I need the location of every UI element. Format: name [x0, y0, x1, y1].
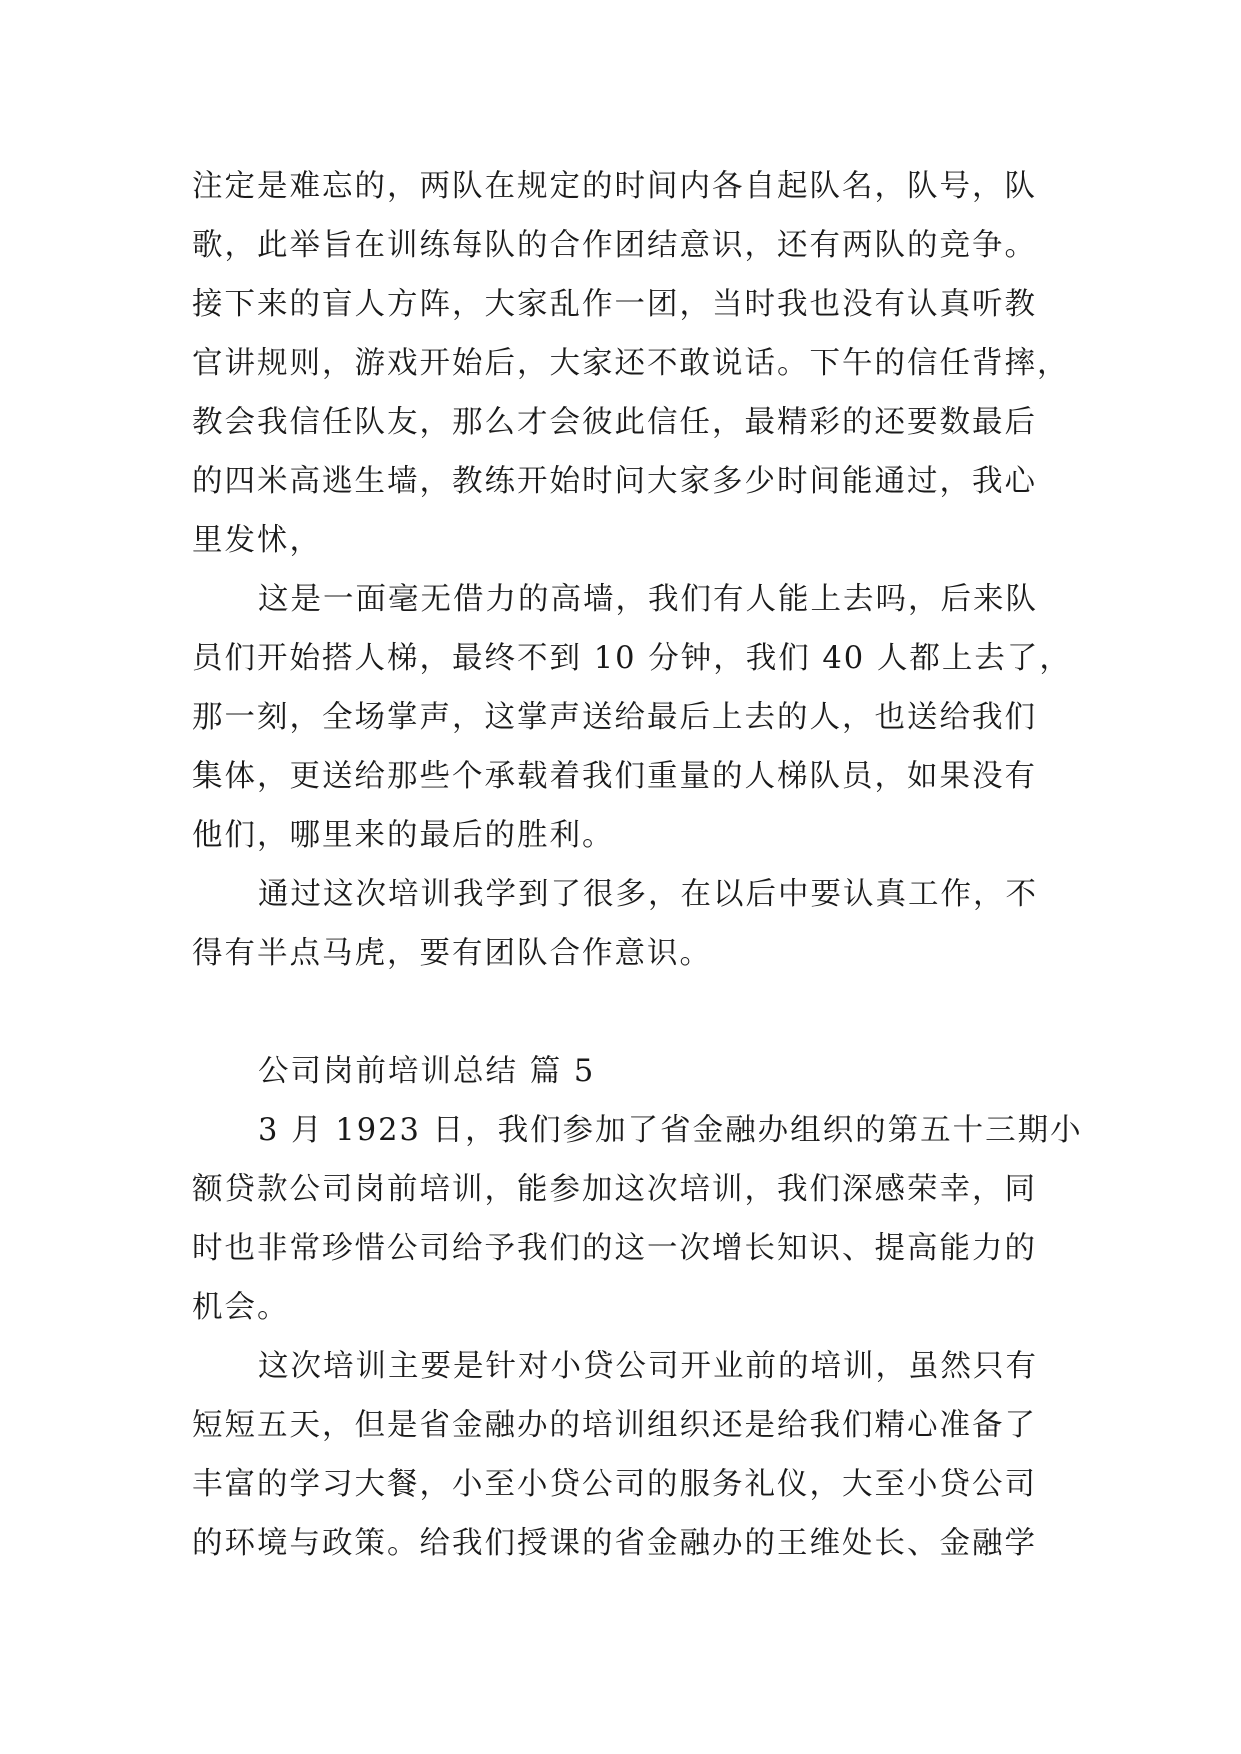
paragraph-start-line: 3 月 1923 日，我们参加了省金融办组织的第五十三期小 [258, 1113, 1083, 1148]
section-gap [192, 983, 1072, 1042]
text-line: 丰富的学习大餐，小至小贷公司的服务礼仪，大至小贷公司 [192, 1467, 1037, 1502]
text-line: 的环境与政策。给我们授课的省金融办的王维处长、金融学 [192, 1526, 1037, 1561]
paragraph-start-line: 通过这次培训我学到了很多，在以后中要认真工作，不 [258, 877, 1038, 912]
text-line: 的四米高逃生墙，教练开始时问大家多少时间能通过，我心 [192, 464, 1037, 499]
text-line: 教会我信任队友，那么才会彼此信任，最精彩的还要数最后 [192, 405, 1037, 440]
text-line: 注定是难忘的，两队在规定的时间内各自起队名，队号，队 [192, 169, 1037, 204]
text-line: 那一刻，全场掌声，这掌声送给最后上去的人，也送给我们 [192, 700, 1037, 735]
paragraph-start-line: 这是一面毫无借力的高墙，我们有人能上去吗，后来队 [258, 582, 1038, 617]
text-line: 机会。 [192, 1290, 290, 1325]
text-line: 员们开始搭人梯，最终不到 10 分钟，我们 40 人都上去了， [192, 641, 1072, 676]
text-line: 短短五天，但是省金融办的培训组织还是给我们精心准备了 [192, 1408, 1037, 1443]
text-line: 得有半点马虎，要有团队合作意识。 [192, 936, 712, 971]
text-line: 额贷款公司岗前培训，能参加这次培训，我们深感荣幸，同 [192, 1172, 1037, 1207]
text-line: 集体，更送给那些个承载着我们重量的人梯队员，如果没有 [192, 759, 1037, 794]
document-body [192, 157, 1083, 1573]
text-line: 歌，此举旨在训练每队的合作团结意识，还有两队的竞争。 [192, 228, 1037, 263]
text-line: 里发怵， [192, 523, 322, 558]
text-line: 接下来的盲人方阵，大家乱作一团，当时我也没有认真听教 [192, 287, 1037, 322]
text-line: 他们，哪里来的最后的胜利。 [192, 818, 615, 853]
text-line: 时也非常珍惜公司给予我们的这一次增长知识、提高能力的 [192, 1231, 1037, 1266]
text-line: 官讲规则，游戏开始后，大家还不敢说话。下午的信任背摔， [192, 346, 1070, 381]
section-heading: 公司岗前培训总结 篇 5 [258, 1054, 596, 1089]
paragraph-start-line: 这次培训主要是针对小贷公司开业前的培训，虽然只有 [258, 1349, 1038, 1384]
